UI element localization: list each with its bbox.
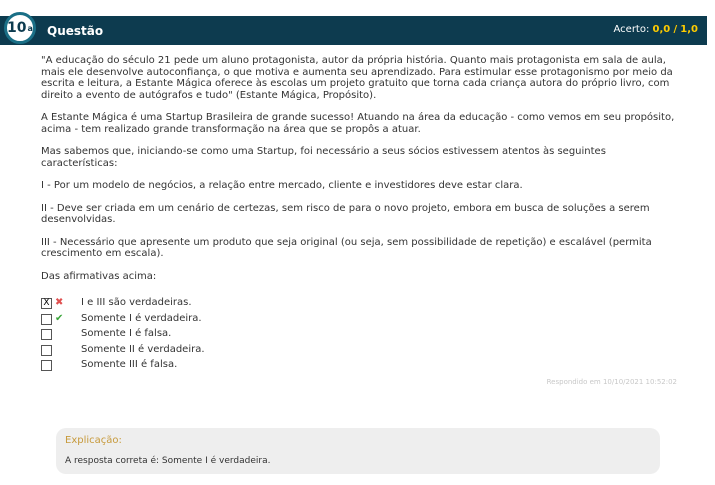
question-paragraph: "A educação do século 21 pede um aluno protagonista, autor da própria história. Quanto mais protagonista em sala de aula, mais ele desenvolve autoconfiança, o que motiva e aumenta seu aprendizado. Para estimular esse protagonismo por meio da escrita e leitura, a Estante Mágica oferece às escolas um projeto gratuito que torna cada criança autora do próprio livro, com direito a evento de autógrafos e tudo" (Estante Mágica, Propósito). [41, 55, 673, 101]
answer-option-label: Somente III é falsa. [81, 359, 178, 370]
score-value: 0,0 [652, 24, 671, 35]
score-max: 1,0 [680, 24, 698, 35]
question-paragraph: Das afirmativas acima: [41, 270, 157, 282]
score-display [614, 24, 699, 35]
answer-checkbox[interactable] [41, 329, 52, 340]
answer-checkbox[interactable] [41, 360, 52, 371]
answered-timestamp: Respondido em 10/10/2021 10:52:02 [546, 378, 677, 386]
question-paragraph: I - Por um modelo de negócios, a relação entre mercado, cliente e investidores deve estar clara. [41, 180, 523, 191]
answer-checkbox[interactable] [41, 314, 52, 325]
question-number-suffix: a [27, 23, 33, 33]
answer-option-label: I e III são verdadeiras. [81, 297, 192, 308]
explanation-text: A resposta correta é: Somente I é verdadeira. [65, 456, 271, 466]
question-paragraph: Mas sabemos que, iniciando-se como uma Startup, foi necessário a seus sócios estivessem atentos às seguintes características: [41, 146, 606, 169]
answer-checkbox[interactable] [41, 345, 52, 356]
answer-option-label: Somente I é falsa. [81, 328, 172, 339]
question-paragraph: II - Deve ser criada em um cenário de certezas, sem risco de para o novo projeto, embora em busca de soluções a serem desenvolvidas. [41, 202, 650, 225]
question-header-bar [0, 16, 707, 45]
answer-checkbox[interactable]: X [41, 298, 52, 309]
score-separator: / [673, 24, 678, 35]
question-number-badge [4, 12, 36, 44]
question-number: 10 [7, 20, 27, 36]
explanation-box [56, 428, 660, 474]
question-paragraph: III - Necessário que apresente um produto que seja original (ou seja, sem possibilidade de repetição) e escalável (permita crescimento em escala). [41, 236, 652, 259]
answer-option-label: Somente I é verdadeira. [81, 312, 202, 324]
question-title: Questão [47, 24, 104, 38]
question-paragraph: A Estante Mágica é uma Startup Brasileira de grande sucesso! Atuando na área da educação - como vemos em seu propósito, acima - tem realizado grande transformação na área que se propôs a atuar. [41, 112, 675, 135]
score-label: Acerto: [613, 24, 650, 35]
explanation-title: Explicação: [65, 435, 122, 446]
question-body [41, 55, 677, 293]
wrong-mark-icon: ✖ [55, 297, 64, 308]
correct-check-icon: ✔ [55, 312, 64, 324]
answer-option-label: Somente II é verdadeira. [81, 343, 205, 355]
